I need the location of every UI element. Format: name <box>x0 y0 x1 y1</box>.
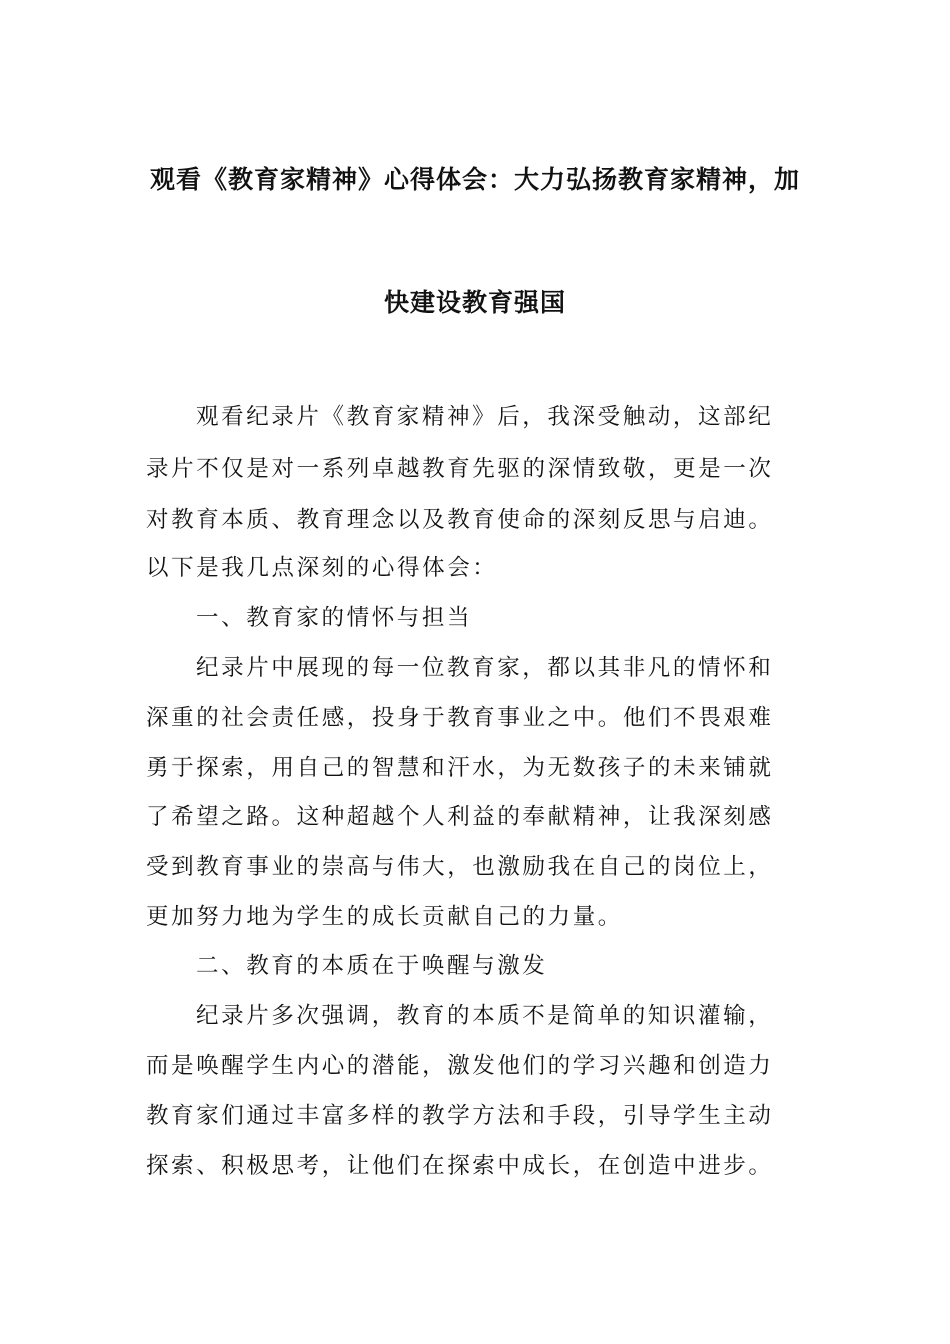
document-title-line-2: 快建设教育强国 <box>383 288 566 317</box>
document-title-line-1: 观看《教育家精神》心得体会：大力弘扬教育家精神，加 <box>149 165 800 194</box>
paragraph-2-line-4: 了希望之路。这种超越个人利益的奉献精神，让我深刻感 <box>146 804 774 830</box>
paragraph-2-line-3: 勇于探索，用自己的智慧和汗水，为无数孩子的未来铺就 <box>146 755 774 781</box>
paragraph-3-line-4: 探索、积极思考，让他们在探索中成长，在创造中进步。 <box>146 1153 774 1179</box>
section-heading-2: 二、教育的本质在于唤醒与激发 <box>196 953 548 979</box>
paragraph-2-line-1: 纪录片中展现的每一位教育家，都以其非凡的情怀和 <box>196 655 774 681</box>
paragraph-1-line-1: 观看纪录片《教育家精神》后，我深受触动，这部纪 <box>196 404 774 430</box>
paragraph-1-line-4: 以下是我几点深刻的心得体会： <box>146 555 498 581</box>
paragraph-3-line-2: 而是唤醒学生内心的潜能，激发他们的学习兴趣和创造力 <box>146 1053 774 1079</box>
paragraph-3-line-1: 纪录片多次强调，教育的本质不是简单的知识灌输， <box>196 1003 774 1029</box>
paragraph-1-line-3: 对教育本质、教育理念以及教育使命的深刻反思与启迪。 <box>146 507 774 533</box>
paragraph-2-line-5: 受到教育事业的崇高与伟大，也激励我在自己的岗位上， <box>146 854 774 880</box>
paragraph-2-line-2: 深重的社会责任感，投身于教育事业之中。他们不畏艰难 <box>146 705 774 731</box>
paragraph-3-line-3: 教育家们通过丰富多样的教学方法和手段，引导学生主动 <box>146 1103 774 1129</box>
paragraph-2-line-6: 更加努力地为学生的成长贡献自己的力量。 <box>146 904 623 930</box>
section-heading-1: 一、教育家的情怀与担当 <box>196 605 473 631</box>
paragraph-1-line-2: 录片不仅是对一系列卓越教育先驱的深情致敬，更是一次 <box>146 456 774 482</box>
